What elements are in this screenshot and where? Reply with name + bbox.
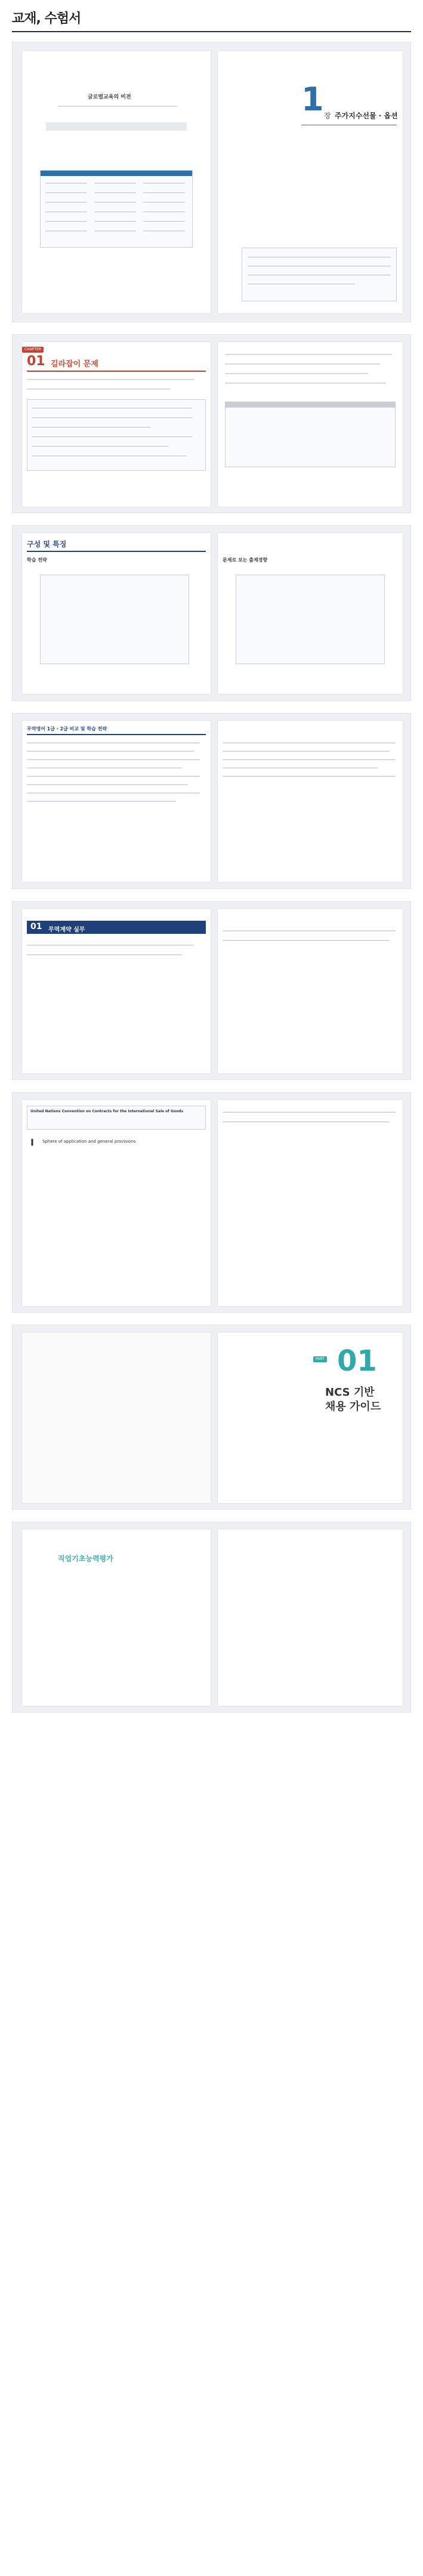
page-left [22,533,211,694]
title-divider [12,31,411,32]
page-right [218,1100,403,1306]
section-title: 직업기초능력평가 [58,1554,113,1563]
spread-features [12,525,411,701]
right-section-title: 문제로 보는 출제경향 [223,557,268,563]
page-right [218,51,403,313]
page-left [22,51,211,313]
page-left [22,909,211,1073]
chapter-title: 무역계약 실무 [48,927,85,933]
features-heading: 구성 및 특징 [27,540,67,548]
page-right [218,1332,403,1503]
page-left [22,1529,211,1706]
topic-line-2: 채용 가이드 [325,1400,381,1413]
page-right [218,342,403,507]
spread-ncs-opener [12,1325,411,1510]
page-right [218,1529,403,1706]
spread-trade-practice [12,901,411,1080]
spread-chapter-opener [12,42,411,322]
page-left [22,1332,211,1503]
book-label: 글로벌교육의 비전 [88,94,131,100]
spread-quiz [12,334,411,513]
part-label: PART [313,1356,327,1362]
page-title: 교재, 수험서 [12,11,81,26]
chapter-number: 1 [301,81,324,118]
chapter-suffix: 장 [324,112,331,120]
spread-convention [12,1092,411,1313]
page-left [22,721,211,882]
part-title: Sphere of application and general provisions [42,1139,136,1144]
chapter-title: 길라잡이 문제 [51,360,98,369]
chapter-title: 주가지수선물 · 옵션 [335,112,398,120]
spread-trade-compare [12,713,411,889]
chapter-number: 01 [30,922,42,931]
spread-ncs-details [12,1522,411,1713]
chapter-label: CHAPTER [22,347,44,353]
page-right [218,909,403,1073]
topic-line-1: NCS 기반 [325,1386,375,1399]
contents-table [40,170,193,248]
trade-heading: 무역영어 1급 · 2급 비교 및 학습 전략 [27,726,107,732]
part-big-number: 01 [337,1344,377,1378]
page-right [218,721,403,882]
convention-title: United Nations Convention on Contracts for the International Sale of Goods [30,1109,184,1113]
page-left [22,342,211,507]
page-left [22,1100,211,1306]
page-right [218,533,403,694]
part-number: I [30,1137,34,1148]
left-section-title: 학습 전략 [27,557,47,563]
chapter-number: 01 [27,354,45,369]
